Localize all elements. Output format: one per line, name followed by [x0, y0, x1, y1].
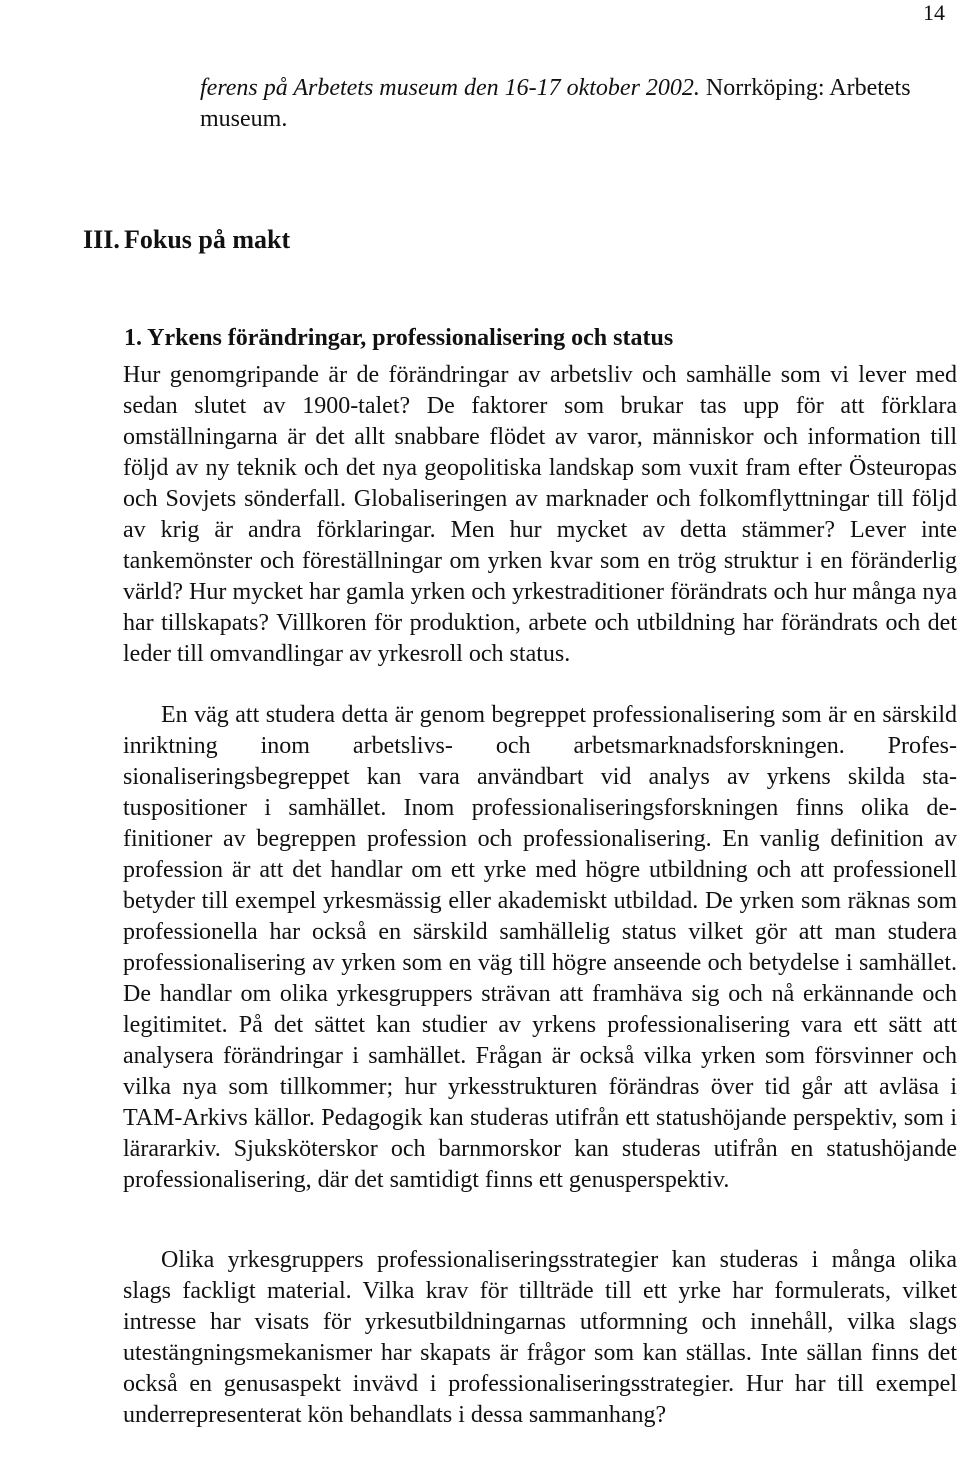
reference-normal-text: Norrköping: Arbetets museum.	[200, 75, 911, 132]
page-number: 14	[923, 0, 945, 25]
paragraph-2: En väg att studera detta är genom begreppet professionalisering som är en särskild inriktning inom arbetslivs- och arbetsmarknadsforskningen. Professionaliseringsbegreppet kan vara användbart vid analys av yrkens skilda statuspositioner i samhället. Inom professionaliseringsforskningen finns olika definitioner av begreppen profession och professionalisering. En vanlig definition av profession är att det handlar om ett yrke med högre utbildning och att professionell betyder till exempel yrkesmässig eller akademiskt utbildad. De yrken som räknas som professionella har också en särskild samhällelig status vilket gör att man studera professionalisering av yrken som en väg till högre anseende och betydelse i samhället. De handlar om olika yrkesgruppers strävan att framhäva sig och nå erkännande och legitimitet. På det sättet kan studier av yrkens professionalisering vara ett sätt att analysera förändringar i samhället. Frågan är också vilka yrken som försvinner och vilka nya som tillkommer; hur yrkesstrukturen förändras över tid går att avläsa i TAM-Arkivs källor. Pedagogik kan studeras utifrån ett statushöjande perspektiv, som i lärararkiv. Sjuksköterskor och barnmorskor kan studeras utifrån en statushöjande professionalisering, där det samtidigt finns ett genusperspektiv.	[123, 702, 957, 1193]
reference-continuation	[200, 73, 920, 135]
paragraph-1: Hur genomgripande är de förändringar av arbetsliv och samhälle som vi lever med sedan slutet av 1900-talet? De faktorer som brukar tas upp för att förklara omställningarna är det allt snabbare flödet av varor, människor och information till följd av ny teknik och det nya geopolitiska landskap som vuxit fram efter Östeuropas och Sovjets sönderfall. Globaliseringen av marknader och folkomflyttningar till följd av krig är andra förklaringar. Men hur mycket av detta stämmer? Lever inte tankemönster och föreställningar om yrken kvar som en trög struktur i en föränderlig värld? Hur mycket har gamla yrken och yrkestraditioner förändrats och hur många nya har tillskapats? Villkoren för produktion, arbete och utbildning har förändrats och det leder till omvandlingar av yrkesroll och status.	[123, 362, 957, 667]
subsection-heading: 1. Yrkens förändringar, professionalisering och status	[124, 325, 674, 351]
reference-italic-text: ferens på Arbetets museum den 16-17 oktober 2002.	[200, 75, 700, 101]
section-number: III.	[83, 225, 120, 254]
paragraph-3: Olika yrkesgruppers professionaliseringsstrategier kan studeras i många olika slags fackligt material. Vilka krav för tillträde till ett yrke har formulerats, vilket intresse har visats för yrkesutbildningarnas utformning och innehåll, vilka slags utestängningsmekanismer har skapats är frågor som kan ställas. Inte sällan finns det också en genusaspekt invävd i professionaliseringsstrategier. Hur har till exempel underrepresenterat kön behandlats i dessa sammanhang?	[123, 1247, 957, 1428]
section-heading	[0, 225, 960, 259]
section-title: Fokus på makt	[124, 225, 291, 254]
